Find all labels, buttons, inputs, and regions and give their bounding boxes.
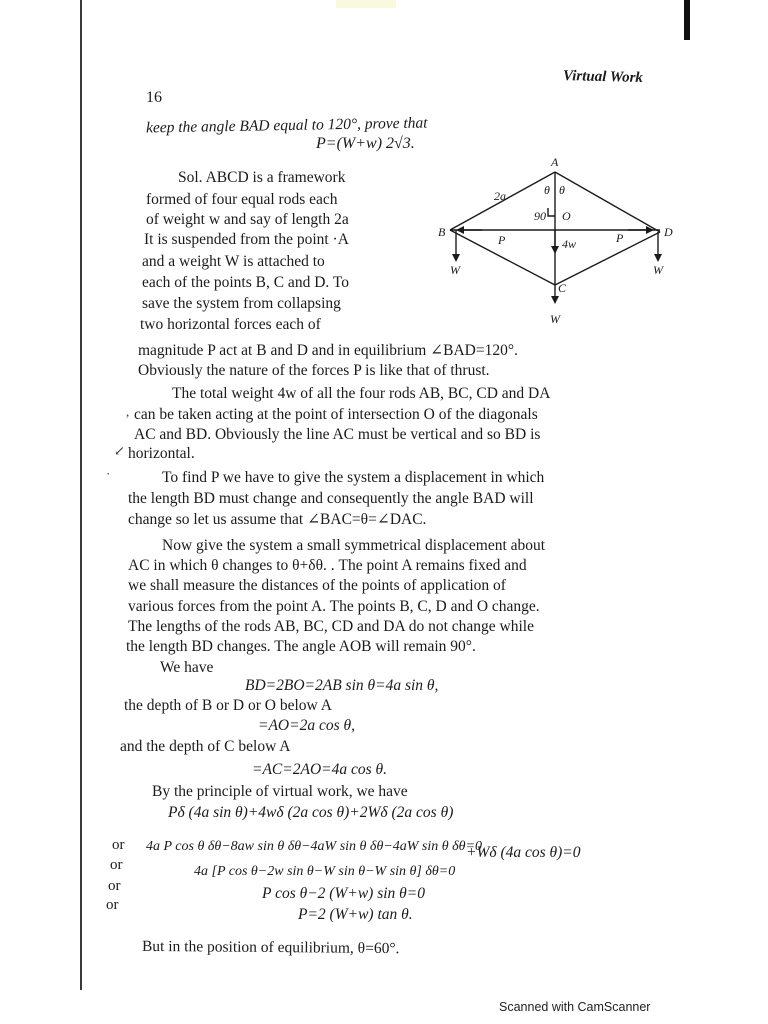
solution-line-7: save the system from collapsing [142, 295, 341, 312]
body-line-6: horizontal. [128, 445, 195, 462]
problem-line-1: keep the angle BAD equal to 120°, prove that [145, 114, 428, 137]
page-number: 16 [146, 89, 162, 106]
label-p-left: P [498, 233, 506, 247]
label-theta-right: θ [559, 183, 565, 197]
arrowhead-d [654, 254, 662, 262]
equation-virtual-work-2: +Wδ (4a cos θ)=0 [466, 844, 581, 861]
arrowhead-thrust-left [456, 226, 464, 234]
body-line-5: AC and BD. Obviously the line AC must be vertical and so BD is [134, 426, 541, 443]
label-right-angle: 90 [534, 209, 546, 223]
body-line-15: the length BD changes. The angle AOB will remain 90°. [126, 638, 476, 655]
label-b: B [438, 225, 446, 239]
body-line-principle: By the principle of virtual work, we have [152, 783, 408, 800]
body-line-10: Now give the system a small symmetrical displacement about [162, 537, 546, 554]
label-theta-left: θ [544, 183, 550, 197]
margin-tick-1: , [126, 404, 130, 419]
label-w-right: W [653, 263, 663, 277]
body-line-2: Obviously the nature of the forces P is like that of thrust. [138, 362, 490, 379]
label-p-right: P [616, 231, 624, 245]
running-title: Virtual Work [562, 67, 644, 87]
problem-line-2: P=(W+w) 2√3. [316, 135, 415, 152]
solution-line-4: It is suspended from the point ·A [144, 231, 349, 248]
body-line-13: various forces from the point A. The points B, C, D and O change. [128, 598, 540, 615]
body-line-7: To find P we have to give the system a displacement in which [162, 469, 545, 486]
or-label-1: or [112, 837, 125, 853]
camscanner-watermark: Scanned with CamScanner [499, 1000, 651, 1014]
label-d: D [664, 225, 673, 239]
margin-tick-2: ↙ [114, 443, 125, 458]
label-weight-4w: 4w [562, 237, 577, 251]
page-corner-mark [684, 0, 690, 40]
or-label-3: or [108, 878, 121, 894]
body-line-8: the length BD must change and consequently the angle BAD will [128, 490, 534, 507]
label-w-left: W [450, 263, 460, 277]
or-label-4: or [106, 897, 119, 913]
equation-ao: =AO=2a cos θ, [258, 717, 355, 734]
solution-line-5: and a weight W is attached to [142, 253, 325, 270]
solution-line-2: formed of four equal rods each [146, 191, 338, 208]
equation-step-1: 4a P cos θ δθ−8aw sin θ δθ−4aW sin θ δθ−4aW sin θ δθ=0 [146, 839, 482, 854]
or-label-2: or [110, 857, 123, 873]
body-line-11: AC in which θ changes to θ+δθ. . The point A remains fixed and [128, 557, 527, 574]
body-line-equilibrium: But in the position of equilibrium, θ=60°. [141, 937, 400, 958]
body-line-16: We have [160, 659, 214, 676]
margin-tick-3: · [106, 466, 111, 481]
equation-step-3: P cos θ−2 (W+w) sin θ=0 [262, 885, 425, 902]
arrowhead-c [551, 296, 559, 304]
page-binding-edge [80, 0, 82, 990]
solution-line-8: two horizontal forces each of [140, 316, 321, 333]
solution-line-1: Sol. ABCD is a framework [178, 169, 346, 186]
label-w-bottom: W [550, 312, 560, 326]
label-length-2a: 2a [494, 189, 506, 203]
right-angle-mark [548, 208, 555, 216]
body-line-12: we shall measure the distances of the points of application of [128, 577, 506, 594]
body-line-3: The total weight 4w of all the four rods AB, BC, CD and DA [172, 385, 551, 402]
solution-line-3: of weight w and say of length 2a [146, 211, 349, 228]
body-line-1: magnitude P act at B and D and in equilibrium ∠BAD=120°. [138, 342, 518, 359]
label-o: O [562, 209, 571, 223]
body-line-14: The lengths of the rods AB, BC, CD and DA do not change while [128, 618, 534, 635]
arrowhead-o [551, 246, 559, 254]
equation-step-2: 4a [P cos θ−2w sin θ−W sin θ−W sin θ] δθ=0 [194, 864, 456, 879]
body-line-depth-c: and the depth of C below A [120, 738, 291, 755]
label-c: C [558, 281, 567, 295]
solution-line-6: each of the points B, C and D. To [142, 274, 349, 291]
equation-bd: BD=2BO=2AB sin θ=4a sin θ, [245, 677, 439, 694]
label-a: A [551, 155, 559, 169]
rhombus-framework-diagram [420, 150, 680, 340]
arrowhead-b [452, 254, 460, 262]
equation-virtual-work-1: Pδ (4a sin θ)+4wδ (2a cos θ)+2Wδ (2a cos θ) [168, 804, 454, 821]
scan-smudge [336, 0, 396, 8]
equation-result: P=2 (W+w) tan θ. [298, 906, 413, 923]
body-line-4: can be taken acting at the point of intersection O of the diagonals [134, 406, 538, 423]
body-line-depth-b: the depth of B or D or O below A [124, 697, 332, 714]
rod-ad [555, 172, 660, 232]
body-line-9: change so let us assume that ∠BAC=θ=∠DAC. [128, 511, 427, 528]
equation-ac: =AC=2AO=4a cos θ. [252, 761, 387, 778]
